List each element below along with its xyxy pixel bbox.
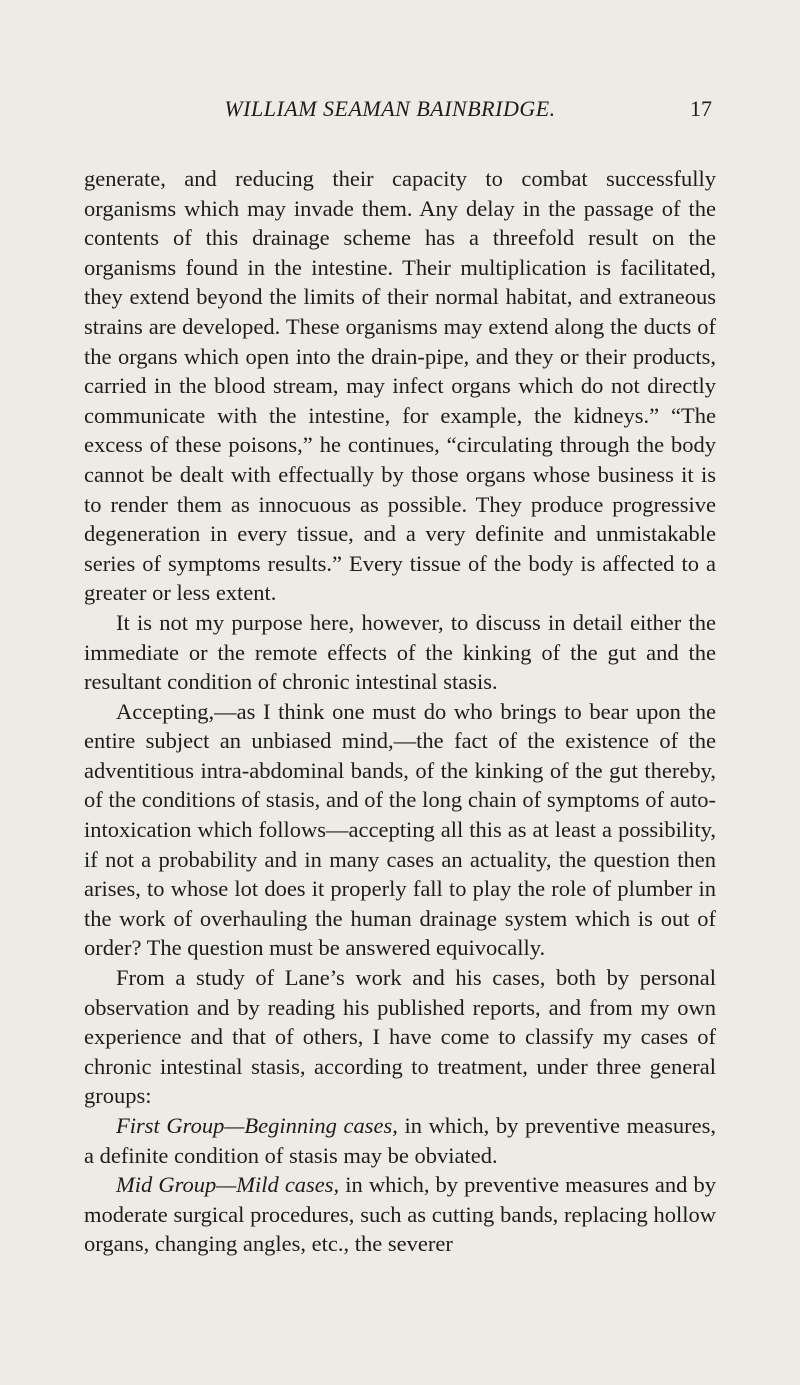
paragraph-accepting: Accepting,—as I think one must do who brings to bear upon the entire subject an unbiased mind,—the fact of the existence of the adventitious intra-abdominal bands, of the kinking of the gut thereby, of the conditions of stasis, and of the long chain of symptoms of auto-intoxication which follows—accepting all this as at least a possibility, if not a probability and in many cases an actuality, the question then arises, to whose lot does it properly fall to play the role of plumber in the work of overhauling the human drainage system which is out of order? The question must be answered equivocally. bbox=[84, 698, 716, 961]
paragraph-continuation: generate, and reducing their capacity to combat successfully organisms which may invade them. Any delay in the passage of the contents of this drainage scheme has a threefold result on the organisms found in the intestine. Their multiplication is facilitated, they extend beyond the limits of their normal habitat, and extraneous strains are developed. These organisms may extend along the ducts of the organs which open into the drain-pipe, and they or their products, carried in the blood stream, may infect organs which do not directly communicate with the intestine, for example, the kidneys.” “The excess of these poisons,” he continues, “circulating through the body cannot be dealt with effectually by those organs whose business it is to render them as innocuous as possible. They produce progressive degeneration in every tissue, and a very definite and unmistakable series of symptoms results.” Every tissue of the body is affected to a greater or less extent. bbox=[84, 166, 716, 606]
paragraph-first-group bbox=[84, 1111, 716, 1170]
mid-group-text: in which, by preventive measures and by moderate surgical procedures, such as cutting bands, replacing hollow organs, changing angles, etc., the severer bbox=[84, 1172, 716, 1257]
paragraph-classification: From a study of Lane’s work and his cases, both by personal observation and by reading his published reports, and from my own experience and that of others, I have come to classify my cases of chronic intestinal stasis, according to treatment, under three general groups: bbox=[84, 965, 716, 1109]
first-group-text: in which, by preventive measures, a definite condition of stasis may be obviated. bbox=[84, 1113, 716, 1168]
paragraph-purpose: It is not my purpose here, however, to discuss in detail either the immediate or the remote effects of the kinking of the gut and the resultant condition of chronic intestinal stasis. bbox=[84, 609, 716, 695]
body-text bbox=[84, 164, 716, 1259]
paragraph-mid-group bbox=[84, 1170, 716, 1259]
running-head: WILLIAM SEAMAN BAINBRIDGE. bbox=[224, 96, 556, 121]
page-number: 17 bbox=[690, 96, 712, 121]
mid-group-label: Mid Group—Mild cases, bbox=[116, 1172, 340, 1198]
first-group-label: First Group—Beginning cases, bbox=[116, 1113, 398, 1138]
